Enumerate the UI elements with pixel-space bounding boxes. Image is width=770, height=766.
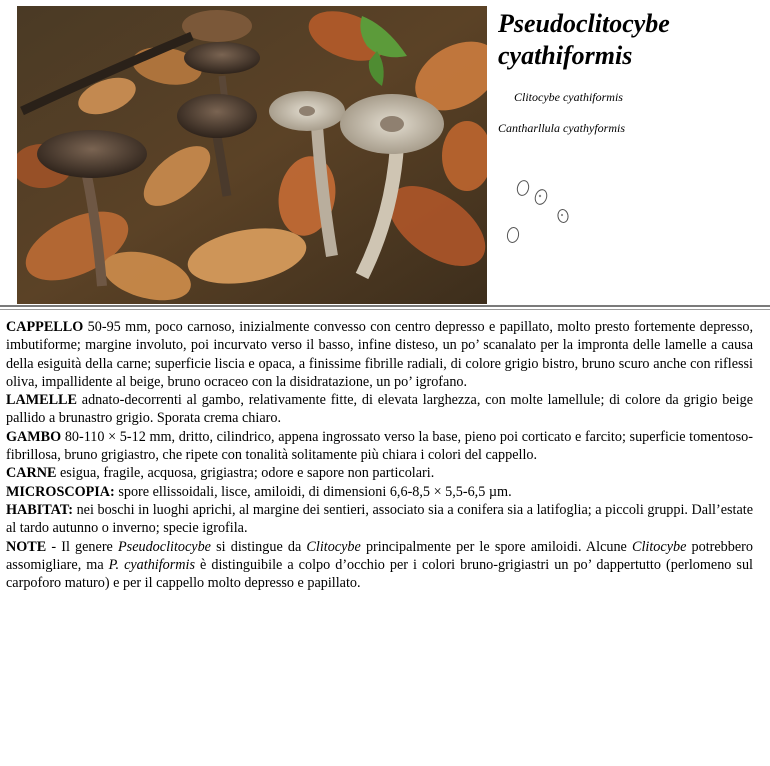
- section-microscopia: MICROSCOPIA: spore ellissoidali, lisce, amiloidi, di dimensioni 6,6-8,5 × 5,5-6,5 µm.: [6, 483, 512, 500]
- label-carne: CARNE: [6, 465, 57, 482]
- section-lamelle: LAMELLE adnato-decorrenti al gambo, relativamente fitte, di elevata larghezza, con molte lamellule; di colore da grigio beige pallido a brunastro grigio. Sporata crema chiaro.: [6, 392, 753, 427]
- spore-drawings: [500, 172, 590, 252]
- label-habitat: HABITAT:: [6, 501, 73, 518]
- mushroom-photo: [17, 6, 487, 304]
- label-microscopia: MICROSCOPIA:: [6, 483, 115, 500]
- divider-top: [0, 305, 770, 307]
- synonym-1: Clitocybe cyathiformis: [514, 90, 623, 104]
- section-carne: CARNE esigua, fragile, acquosa, grigiastra; odore e sapore non particolari.: [6, 465, 435, 482]
- label-cappello: CAPPELLO: [6, 319, 84, 335]
- label-note: NOTE: [6, 538, 47, 555]
- species-title: [498, 8, 766, 72]
- section-habitat: HABITAT: nei boschi in luoghi aprichi, al margine dei sentieri, associato sia a conifera sia a latifoglia; a piccoli gruppi. Dall’estate al tardo autunno o inverno; specie igrofila.: [6, 501, 753, 537]
- label-gambo: GAMBO: [6, 428, 62, 445]
- divider-bottom: [0, 309, 770, 310]
- synonym-2: Cantharllula cyathyformis: [498, 121, 625, 135]
- title-species: cyathiformis: [498, 41, 633, 70]
- section-gambo: GAMBO 80-110 × 5-12 mm, dritto, cilindrico, appena ingrossato verso la base, pieno poi corticato e farcito; superficie tomentoso-fibrillosa, bruno grigiastro, che ripete con tonalità solitamente più chiara i colori del cappello.: [6, 428, 753, 464]
- section-note: NOTE - Il genere Pseudoclitocybe si distingue da Clitocybe principalmente per le spore amiloidi. Alcune Clitocybe potrebbero assomigliare, ma P. cyathiformis è distinguibile a colpo d’occhio per i colori bruno-grigiastri un po’ dappertutto (perlomeno sul carpoforo maturo) e per il cappello molto depresso e papillato.: [6, 538, 753, 592]
- label-lamelle: LAMELLE: [6, 392, 77, 409]
- section-cappello: CAPPELLO 50-95 mm, poco carnoso, inizialmente convesso con centro depresso e papillato, molto presto fortemente depresso, imbutiforme; margine involuto, poi incurvato verso il basso, infine disteso, un po’ scanalato per la impronta delle lamelle a causa della esiguità della carne; superficie liscia e opaca, a finissime fibrille radiali, di colore grigio bistro, bruno scuro anche con riflessi oliva, impallidente al beige, bruno ocraceo con la disidratazione, un po’ igrofano.: [6, 319, 753, 390]
- title-genus: Pseudoclitocybe: [498, 9, 670, 38]
- species-description: [6, 318, 753, 592]
